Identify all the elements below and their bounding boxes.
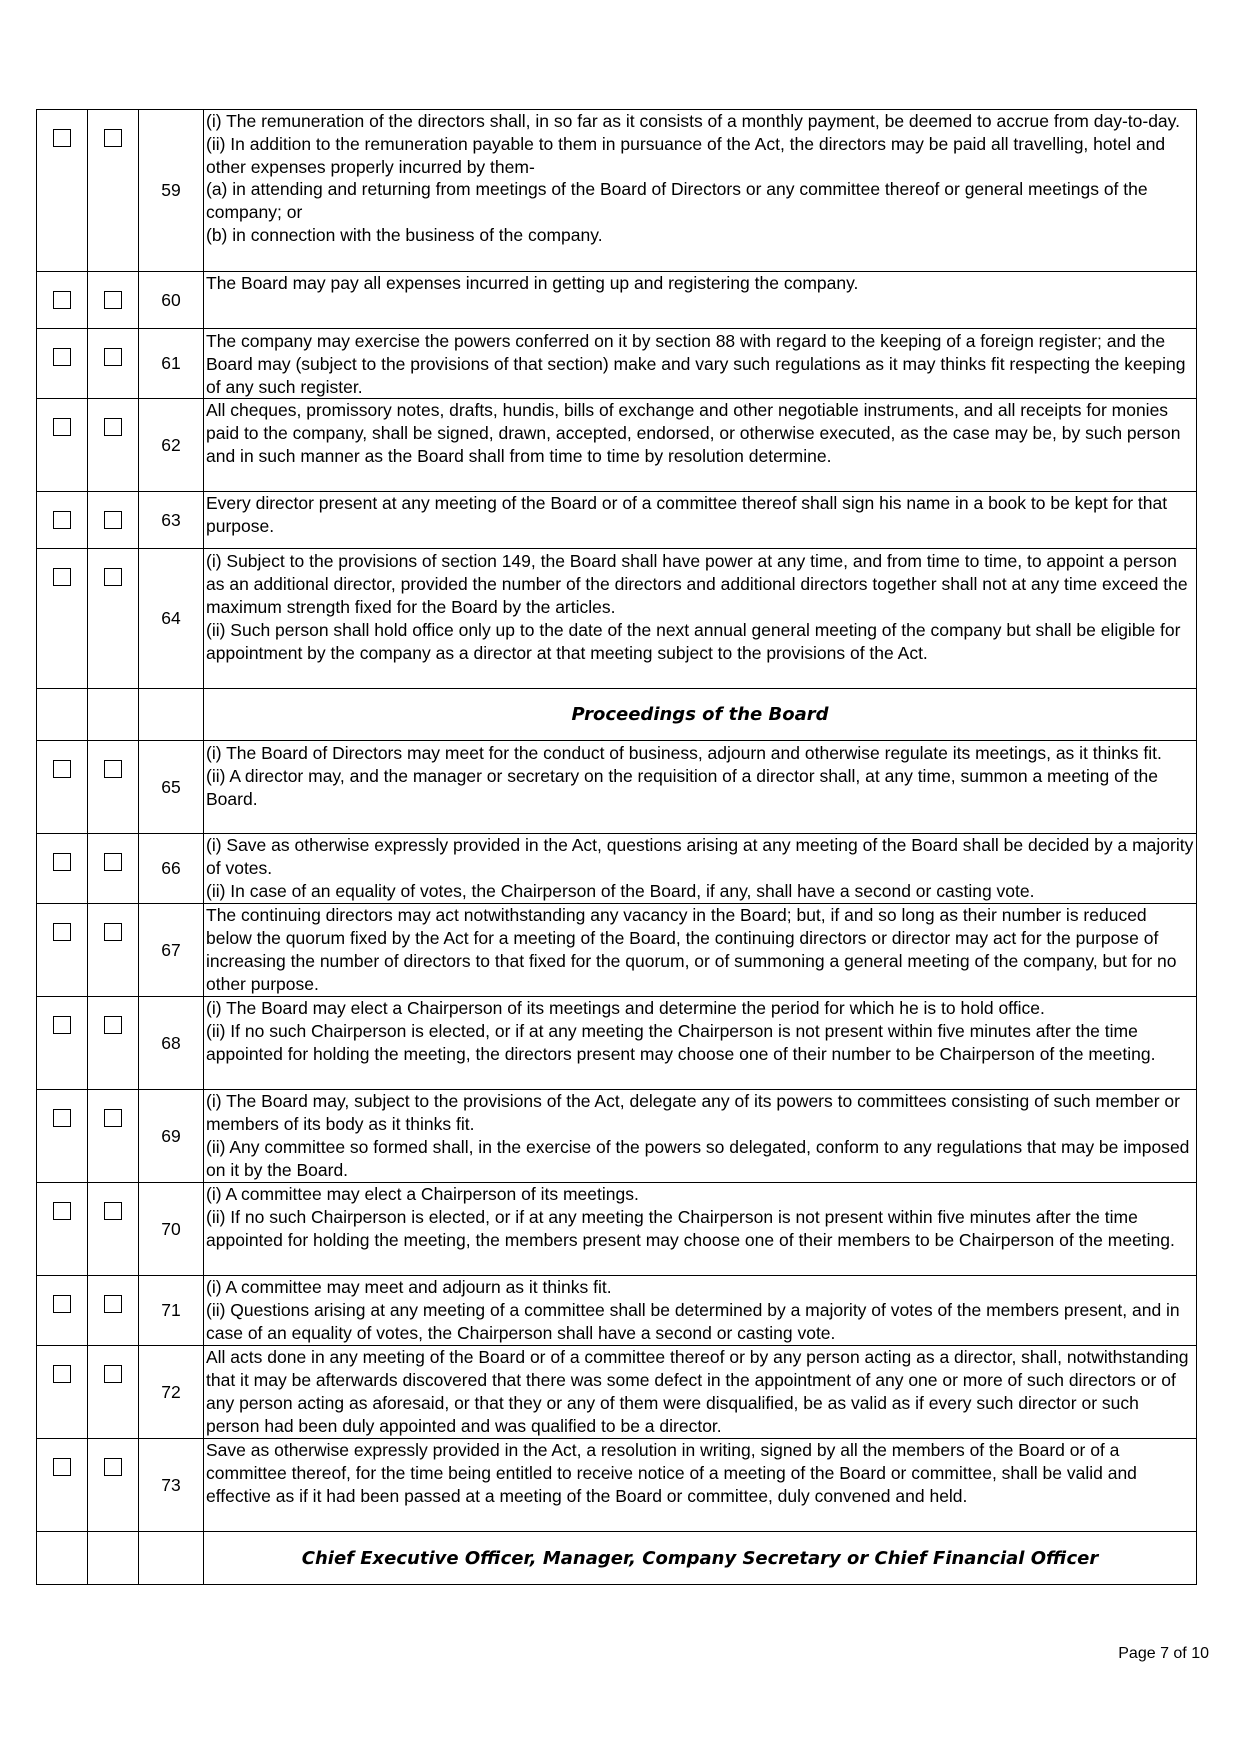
clause-paragraph: Every director present at any meeting of the Board or of a committee thereof shall sign his name in a book to be kept for that purpose. [206,493,1168,537]
checkbox-column-1[interactable] [53,1016,71,1034]
clause-row [37,549,1197,689]
checkbox-column-2[interactable] [104,1202,122,1220]
checkbox-column-1[interactable] [53,348,71,366]
clause-number: 69 [139,1090,204,1183]
clause-paragraph: The Board may pay all expenses incurred in getting up and registering the company. [206,273,859,293]
checkbox-column-2[interactable] [104,348,122,366]
clause-row [37,329,1197,399]
clause-row [37,1439,1197,1532]
clause-paragraph: (b) in connection with the business of the company. [206,224,603,245]
clause-text [204,329,1197,399]
clause-number: 63 [139,492,204,549]
checkbox-column-1[interactable] [53,511,71,529]
clause-text [204,549,1197,689]
clause-row [37,110,1197,272]
clause-number [139,1532,204,1585]
checkbox-column-2[interactable] [104,1109,122,1127]
clause-paragraph: (i) A committee may elect a Chairperson of its meetings. [206,1184,639,1205]
checkbox-column-1[interactable] [53,129,71,147]
clause-number: 72 [139,1346,204,1439]
section-heading: Proceedings of the Board [204,689,1197,741]
clause-paragraph: (ii) Such person shall hold office only up to the date of the next annual general meeting of the company but shall be eligible for appointment by the company as a director at that meeting subject to the provisions of the Act. [206,619,1181,663]
checkbox-column-2[interactable] [104,1458,122,1476]
clause-number [139,689,204,741]
clause-row [37,492,1197,549]
clause-row [37,904,1197,997]
clause-row [37,272,1197,329]
clause-number: 65 [139,741,204,834]
regulations-table [36,109,1197,1585]
checkbox-column-1[interactable] [53,1202,71,1220]
clause-row [37,997,1197,1090]
clause-paragraph: (ii) A director may, and the manager or secretary on the requisition of a director shall, at any time, summon a meeting of the Board. [206,766,1158,809]
clause-text [204,1276,1197,1346]
checkbox-column-2[interactable] [104,129,122,147]
clause-paragraph: (i) The Board may elect a Chairperson of its meetings and determine the period for which he is to hold office. [206,998,1045,1019]
checkbox-column-2[interactable] [104,568,122,586]
clause-number: 70 [139,1183,204,1276]
clause-text [204,1346,1197,1439]
clause-row [37,741,1197,834]
page-number: Page 7 of 10 [1118,1645,1209,1662]
checkbox-column-2[interactable] [104,853,122,871]
clause-number: 71 [139,1276,204,1346]
checkbox-column-2[interactable] [104,760,122,778]
clause-paragraph: (ii) In case of an equality of votes, the Chairperson of the Board, if any, shall have a second or casting vote. [206,880,1035,901]
clause-number: 66 [139,834,204,904]
clause-number: 73 [139,1439,204,1532]
clause-row [37,834,1197,904]
checkbox-column-1[interactable] [53,291,71,309]
clause-row [37,1346,1197,1439]
clause-paragraph: (ii) Questions arising at any meeting of a committee shall be determined by a majority of votes of the members present, and in case of an equality of votes, the Chairperson shall have a second or casting vote. [206,1300,1180,1343]
checkbox-column-2[interactable] [104,291,122,309]
clause-paragraph: (a) in attending and returning from meetings of the Board of Directors or any committee thereof or general meetings of the company; or [206,179,1148,223]
clause-paragraph: (i) The Board may, subject to the provisions of the Act, delegate any of its powers to committees consisting of such member or members of its body as it thinks fit. [206,1091,1180,1135]
clause-text [204,741,1197,834]
section-heading: Chief Executive Officer, Manager, Company Secretary or Chief Financial Officer [204,1532,1197,1585]
clause-paragraph: (ii) If no such Chairperson is elected, or if at any meeting the Chairperson is not present within five minutes after the time appointed for holding the meeting, the members present may choose one of their members to be Chairperson of the meeting. [206,1207,1175,1250]
clause-text [204,110,1197,272]
section-heading-row [37,1532,1197,1585]
clause-row [37,1183,1197,1276]
clause-paragraph: The continuing directors may act notwithstanding any vacancy in the Board; but, if and so long as their number is reduced below the quorum fixed by the Act for a meeting of the Board, the continuing directors or director may act for the purpose of increasing the number of directors to that fixed for the quorum, or of summoning a general meeting of the company, but for no other purpose. [206,905,1177,994]
clause-paragraph: All acts done in any meeting of the Board or of a committee thereof or by any person acting as a director, shall, notwithstanding that it may be afterwards discovered that there was some defect in the appointment of any one or more of such directors or of any person acting as aforesaid, or that they or any of them were disqualified, be as valid as if every such director or such person had been duly appointed and was qualified to be a director. [206,1347,1189,1436]
clause-text [204,834,1197,904]
clause-paragraph: (ii) In addition to the remuneration payable to them in pursuance of the Act, the directors may be paid all travelling, hotel and other expenses properly incurred by them- [206,133,1166,177]
clause-row [37,1090,1197,1183]
clause-number: 60 [139,272,204,329]
clause-paragraph: (i) A committee may meet and adjourn as it thinks fit. [206,1277,612,1298]
checkbox-column-1[interactable] [53,853,71,871]
clause-text [204,997,1197,1090]
checkbox-column-2[interactable] [104,418,122,436]
clause-text [204,492,1197,549]
section-heading-row [37,689,1197,741]
clause-number: 59 [139,110,204,272]
clause-text [204,904,1197,997]
checkbox-column-1[interactable] [53,1109,71,1127]
checkbox-column-2[interactable] [104,923,122,941]
clause-paragraph: Save as otherwise expressly provided in the Act, a resolution in writing, signed by all the members of the Board or of a committee thereof, for the time being entitled to receive notice of a meeting of the Board or committee, shall be valid and effective as if it had been passed at a meeting of the Board or committee, duly convened and held. [206,1440,1137,1506]
clause-text [204,1183,1197,1276]
clause-number: 67 [139,904,204,997]
checkbox-column-1[interactable] [53,568,71,586]
checkbox-column-1[interactable] [53,1295,71,1313]
clause-row [37,399,1197,492]
clause-paragraph: (i) Subject to the provisions of section 149, the Board shall have power at any time, and from time to time, to appoint a person as an additional director, provided the number of the directors and additional directors together shall not at any time exceed the maximum strength fixed for the Board by the articles. [206,551,1188,617]
clause-text [204,1439,1197,1532]
checkbox-column-2[interactable] [104,511,122,529]
clause-number: 62 [139,399,204,492]
clause-text [204,1090,1197,1183]
clause-paragraph: (i) Save as otherwise expressly provided in the Act, questions arising at any meeting of the Board shall be decided by a majority of votes. [206,835,1194,879]
checkbox-column-1[interactable] [53,923,71,941]
checkbox-column-2[interactable] [104,1016,122,1034]
clause-paragraph: (ii) Any committee so formed shall, in the exercise of the powers so delegated, conform to any regulations that may be imposed on it by the Board. [206,1136,1190,1180]
clause-text [204,272,1197,329]
clause-row [37,1276,1197,1346]
checkbox-column-1[interactable] [53,760,71,778]
checkbox-column-1[interactable] [53,1458,71,1476]
checkbox-column-1[interactable] [53,418,71,436]
clause-paragraph: (ii) If no such Chairperson is elected, or if at any meeting the Chairperson is not present within five minutes after the time appointed for holding the meeting, the directors present may choose one of their number to be Chairperson of the meeting. [206,1021,1156,1064]
clause-number: 61 [139,329,204,399]
checkbox-column-1[interactable] [53,1365,71,1383]
checkbox-column-2[interactable] [104,1295,122,1313]
checkbox-column-2[interactable] [104,1365,122,1383]
clause-text [204,399,1197,492]
clause-paragraph: The company may exercise the powers conferred on it by section 88 with regard to the keeping of a foreign register; and the Board may (subject to the provisions of that section) make and vary such regulations as it may thinks fit respecting the keeping of any such register. [206,331,1186,397]
clause-paragraph: (i) The Board of Directors may meet for the conduct of business, adjourn and otherwise regulate its meetings, as it thinks fit. [206,743,1162,764]
clause-paragraph: (i) The remuneration of the directors shall, in so far as it consists of a monthly payment, be deemed to accrue from day-to-day. [206,111,1180,131]
clause-paragraph: All cheques, promissory notes, drafts, hundis, bills of exchange and other negotiable instruments, and all receipts for monies paid to the company, shall be signed, drawn, accepted, endorsed, or otherwise executed, as the case may be, by such person and in such manner as the Board shall from time to time by resolution determine. [206,400,1181,466]
clause-number: 68 [139,997,204,1090]
clause-number: 64 [139,549,204,689]
